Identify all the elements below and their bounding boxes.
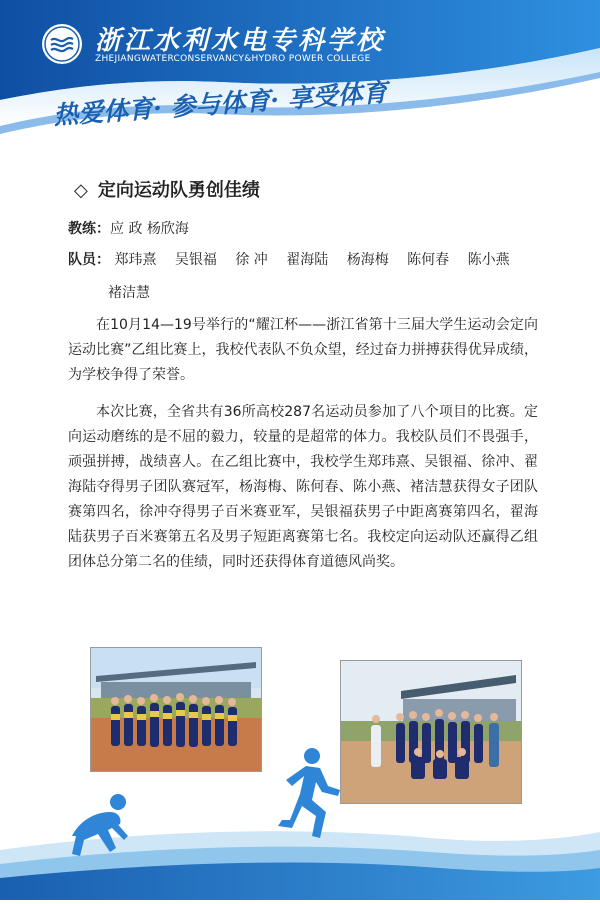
coach-line (68, 218, 189, 238)
member-name: 吴银福 (174, 252, 217, 268)
school-logo-icon (40, 22, 84, 66)
footer-banner (0, 760, 600, 900)
members-line (68, 249, 524, 269)
coach-names: 应 政 杨欣海 (110, 221, 189, 237)
paragraph-2: 本次比赛，全省共有36所高校287名运动员参加了八个项目的比赛。定向运动磨练的是不屈的毅力，较量的是超常的体力。我校队员们不畏强手，顽强拼搏，战绩喜人。在乙组比赛中，我校学生郑玮熹、吴银福、徐冲、翟海陆夺得男子团队赛冠军，杨海梅、陈何春、陈小燕、褚洁慧获得女子团队赛第四名，徐冲夺得男子百米赛亚军，吴银福获男子中距离赛第四名，翟海陆获男子百米赛第五名及男子短距离赛第七名。我校定向运动队还赢得乙组团体总分第二名的佳绩，同时还获得体育道德风尚奖。 (68, 404, 538, 570)
slogan-text: 热爱体育· 参与体育· 享受体育 (52, 77, 389, 130)
article-title-text: 定向运动队勇创佳绩 (97, 180, 260, 201)
school-name-en: ZHEJIANGWATERCONSERVANCY&HYDRO POWER COLLEGE (95, 54, 371, 64)
member-name: 杨海梅 (346, 252, 389, 268)
header-banner (0, 0, 600, 200)
member-name: 陈何春 (407, 252, 450, 268)
member-name: 翟海陆 (286, 252, 329, 268)
team-photo-left-image (91, 648, 261, 771)
diamond-bullet-icon: ◇ (74, 180, 88, 201)
member-name-continued: 褚洁慧 (108, 285, 150, 301)
member-name: 徐 冲 (235, 252, 268, 268)
article-title (74, 176, 260, 202)
coach-label: 教练： (68, 221, 110, 237)
members-label: 队员： (68, 252, 110, 268)
school-name-cn: 浙江水利水电专科学校 (95, 26, 386, 56)
team-photo-left (90, 647, 262, 772)
member-name: 陈小燕 (467, 252, 510, 268)
runner-icon (268, 746, 348, 842)
sprinter-crouch-icon (62, 790, 142, 860)
member-name: 郑玮熹 (114, 252, 157, 268)
paragraph-1: 在10月14—19号举行的“耀江杯——浙江省第十三届大学生运动会定向运动比赛”乙组比赛上，我校代表队不负众望，经过奋力拼搏获得优异成绩，为学校争得了荣誉。 (68, 317, 538, 383)
slogan-banner (52, 74, 572, 144)
